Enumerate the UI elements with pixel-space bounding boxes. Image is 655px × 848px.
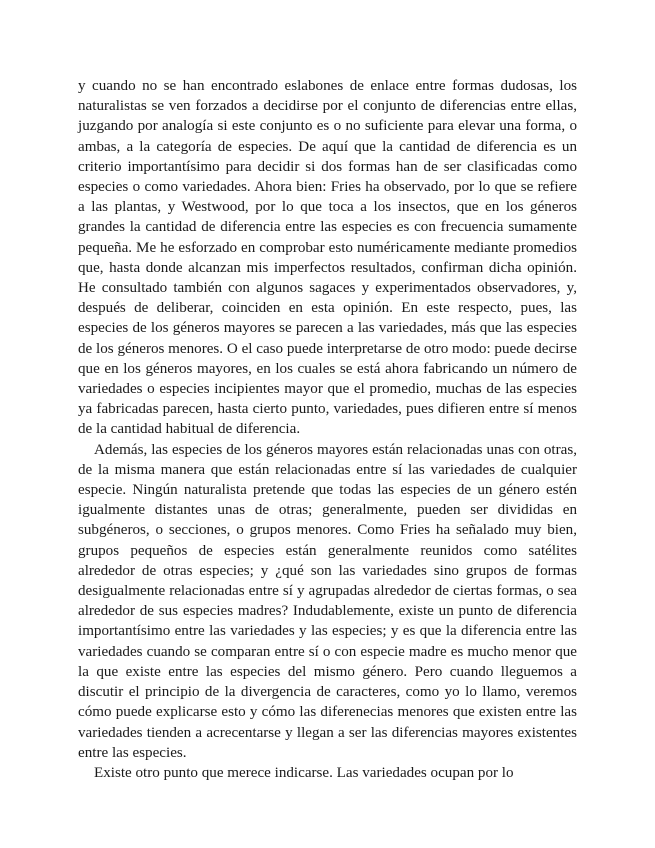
document-page (78, 76, 577, 783)
paragraph-3: Existe otro punto que merece indicarse. Las variedades ocupan por lo (94, 764, 514, 781)
paragraph-1: y cuando no se han encontrado eslabones de enlace entre formas dudosas, los naturalistas se ven forzados a decidirse por el conjunto de diferencias entre ellas, juzgando por analogía si este conjunto es o no suficiente para elevar una forma, o ambas, a la categoría de especies. De aquí que la cantidad de diferencia es un criterio importantísimo para decidir si dos formas han de ser clasificadas como especies o como variedades. Ahora bien: Fries ha observado, por lo que se refiere a las plantas, y Westwood, por lo que toca a los insectos, que en los géneros grandes la cantidad de diferencia entre las especies es con frecuencia sumamente pequeña. Me he esforzado en comprobar esto numéricamente mediante promedios que, hasta donde alcanzan mis imperfectos resultados, confirman dicha opinión. He consultado también con algunos sagaces y experimentados observadores, y, después de deliberar, coinciden en esta opinión. En este respecto, pues, las especies de los géneros mayores se parecen a las variedades, más que las especies de los géneros menores. O el caso puede interpretarse de otro modo: puede decirse que en los géneros mayores, en los cuales se está ahora fabricando un número de variedades o especies incipientes mayor que el promedio, muchas de las especies ya fabricadas parecen, hasta cierto punto, variedades, pues difieren entre sí menos de la cantidad habitual de diferencia. (78, 78, 577, 438)
paragraph-2: Además, las especies de los géneros mayores están relacionadas unas con otras, de la misma manera que están relacionadas entre sí las variedades de cualquier especie. Ningún naturalista pretende que todas las especies de un género estén igualmente distantes unas de otras; generalmente, pueden ser divididas en subgéneros, o secciones, o grupos menores. Como Fries ha señalado muy bien, grupos pequeños de especies están generalmente reunidos como satélites alrededor de otras especies; y ¿qué son las variedades sino grupos de formas desigualmente relacionadas entre sí y agrupadas alrededor de ciertas formas, o sea alrededor de sus especies madres? Indudablemente, existe un punto de diferencia importantísimo entre las variedades y las especies; y es que la diferencia entre las variedades cuando se comparan entre sí o con especie madre es mucho menor que la que existe entre las especies del mismo género. Pero cuando lleguemos a discutir el principio de la divergencia de caracteres, como yo lo llamo, veremos cómo puede explicarse esto y cómo las diferenecias menores que existen entre las variedades tienden a acrecentarse y llegan a ser las diferencias mayores existentes entre las especies. (78, 441, 577, 761)
